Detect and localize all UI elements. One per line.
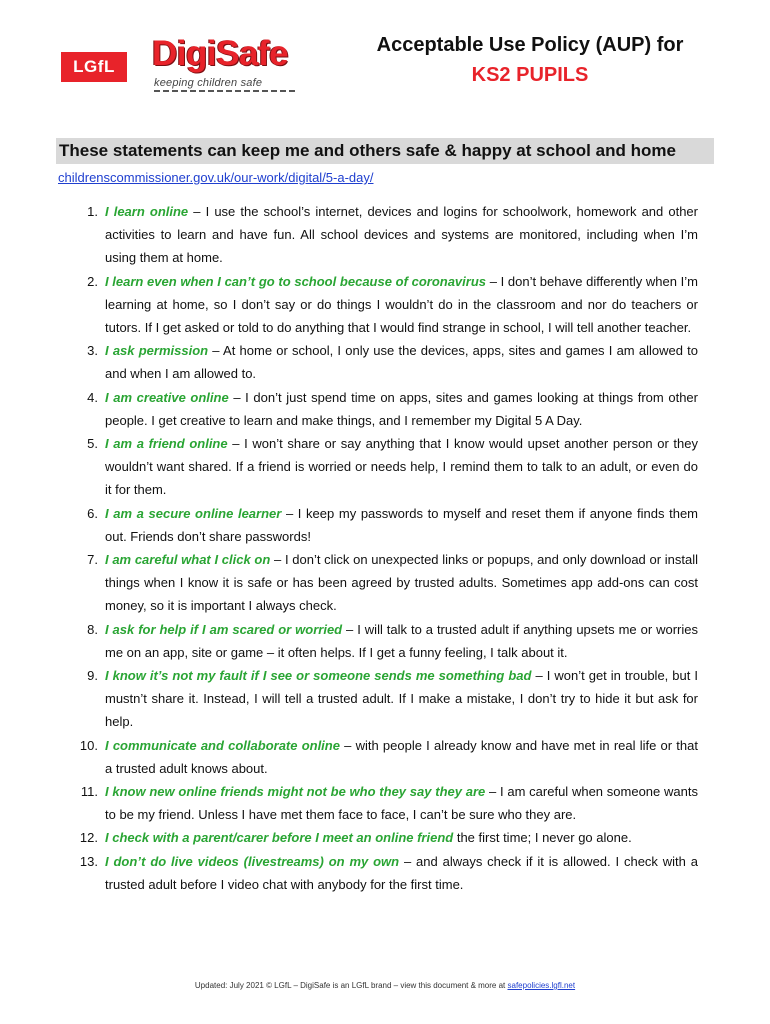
list-item-number — [58, 618, 105, 664]
list-item — [58, 270, 698, 340]
list-number-text: 13. — [79, 853, 98, 869]
list-item-number — [58, 780, 105, 826]
list-item-body — [105, 618, 698, 664]
list-item — [58, 850, 698, 896]
footer — [0, 981, 770, 990]
section-heading — [56, 138, 714, 164]
list-item-key-phrase: I ask for help if I am scared or worried — [105, 621, 343, 637]
list-item — [58, 780, 698, 826]
list-number-text: 3. — [87, 343, 98, 359]
lgfl-logo — [61, 52, 127, 82]
list-item-key-phrase: I am careful what I click on — [105, 552, 271, 568]
list-item — [58, 618, 698, 664]
list-item-text: – I don’t behave differently when I’m learning at home, so I don’t say or do things I wouldn’t do in the classroom and nor do teachers or tutors. If I get asked or told to do anything that I would find strange in school, I will tell another teacher. — [105, 273, 699, 336]
list-item-number — [58, 200, 105, 270]
list-item-number — [58, 502, 105, 548]
list-item-number — [58, 734, 105, 780]
list-item-number — [58, 432, 105, 502]
list-item — [58, 432, 698, 502]
list-item — [58, 339, 698, 385]
list-item-number — [58, 339, 105, 385]
list-item-key-phrase: I check with a parent/carer before I meet an online friend — [105, 830, 454, 846]
list-item-key-phrase: I ask permission — [105, 343, 209, 359]
list-item — [58, 386, 698, 432]
list-item-body — [105, 850, 698, 896]
list-item-body — [105, 432, 698, 502]
list-item-key-phrase: I communicate and collaborate online — [105, 737, 340, 753]
list-item — [58, 826, 698, 849]
list-item-text: the first time; I never go alone. — [453, 830, 632, 846]
digisafe-tagline: keeping children safe — [154, 77, 263, 89]
list-number-text: 4. — [87, 389, 98, 405]
list-item-key-phrase: I know it’s not my fault if I see or someone sends me something bad — [105, 668, 532, 684]
list-number-text: 9. — [87, 668, 98, 684]
page-title: Acceptable Use Policy (AUP) for — [376, 34, 684, 56]
footer-text: Updated: July 2021 © LGfL – DigiSafe is an LGfL brand – view this document & more at — [194, 981, 508, 990]
list-item-number — [58, 664, 105, 734]
page-subtitle: KS2 PUPILS — [471, 64, 589, 86]
section-heading-text: These statements can keep me and others safe & happy at school and home — [59, 141, 676, 160]
list-item-key-phrase: I learn even when I can’t go to school because of coronavirus — [105, 273, 487, 289]
lgfl-logo-text: LGfL — [73, 57, 115, 76]
list-item-text: – and always check if it is allowed. I check with a trusted adult before I video chat with anybody for the first time. — [105, 853, 698, 892]
list-item-text: – At home or school, I only use the devices, apps, sites and games I am allowed to and when I am allowed to. — [105, 343, 698, 382]
list-item-body — [105, 270, 698, 340]
digisafe-underline — [154, 90, 296, 92]
footer-link[interactable]: safepolicies.lgfl.net — [507, 981, 576, 990]
list-item-key-phrase: I am a secure online learner — [105, 505, 282, 521]
list-number-text: 1. — [87, 204, 98, 219]
list-number-text: 7. — [87, 552, 98, 568]
list-item-text: – I am careful when someone wants to be my friend. Unless I have met them face to face, I can’t be sure who they are. — [105, 784, 698, 823]
list-item-number — [58, 850, 105, 896]
list-item-text: – I don’t click on unexpected links or popups, and only download or install things when I know it is safe or has been agreed by trusted adults. Sometimes app add-ons can cost money, so it is important I always check. — [105, 552, 698, 614]
list-item — [58, 734, 698, 780]
list-item — [58, 502, 698, 548]
list-item-body — [105, 339, 698, 385]
list-item-text: – I won’t share or say anything that I know would upset another person or they wouldn’t want shared. If a friend is worried or needs help, I remind them to talk to an adult, or even do it for them. — [105, 436, 698, 498]
list-item-text: – I don’t just spend time on apps, sites and games looking at things from other people. I get creative to learn and make things, and I remember my Digital 5 A Day. — [105, 389, 698, 428]
list-item — [58, 664, 698, 734]
digisafe-logo-text: DigiSafe — [152, 34, 289, 73]
list-number-text: 8. — [87, 621, 98, 637]
list-item-key-phrase: I learn online — [105, 204, 189, 219]
list-item-number — [58, 270, 105, 340]
list-item-text: – I will talk to a trusted adult if anything upsets me or worries me on an app, site or game – it often helps. If I get a funny feeling, I talk about it. — [105, 621, 698, 660]
list-number-text: 10. — [79, 737, 98, 753]
list-item-body — [105, 826, 698, 849]
list-item-body — [105, 780, 698, 826]
list-item-text: – I keep my passwords to myself and reset them if anyone finds them out. Friends don’t share passwords! — [105, 505, 699, 544]
list-item-body — [105, 502, 698, 548]
policy-list — [58, 200, 698, 896]
list-item-text: – I use the school’s internet, devices and logins for schoolwork, homework and other activities to learn and have fun. All school devices and systems are monitored, including when I’m using them at home. — [105, 204, 698, 266]
list-number-text: 2. — [87, 273, 98, 289]
list-item-body — [105, 200, 698, 270]
list-item-body — [105, 386, 698, 432]
list-number-text: 12. — [79, 830, 98, 846]
list-item-body — [105, 734, 698, 780]
five-a-day-link[interactable]: childrenscommissioner.gov.uk/our-work/digital/5-a-day/ — [58, 170, 374, 185]
list-item-text: – I won’t get in trouble, but I mustn’t share it. Instead, I will tell a trusted adult. If I make a mistake, I don’t try to hide it but ask for help. — [105, 668, 698, 730]
list-number-text: 6. — [87, 505, 98, 521]
list-number-text: 5. — [87, 436, 98, 452]
list-item-text: – with people I already know and have met in real life or that a trusted adult knows about. — [105, 737, 698, 776]
list-item-key-phrase: I don’t do live videos (livestreams) on my own — [105, 853, 400, 869]
list-item-key-phrase: I am a friend online — [105, 436, 228, 452]
list-item-number — [58, 826, 105, 849]
list-number-text: 11. — [80, 784, 98, 800]
list-item-number — [58, 386, 105, 432]
list-item — [58, 548, 698, 618]
list-item — [58, 200, 698, 270]
list-item-number — [58, 548, 105, 618]
list-item-key-phrase: I know new online friends might not be who they say they are — [105, 784, 486, 800]
digisafe-logo — [152, 34, 302, 100]
list-item-body — [105, 548, 698, 618]
list-item-key-phrase: I am creative online — [105, 389, 229, 405]
list-item-body — [105, 664, 698, 734]
